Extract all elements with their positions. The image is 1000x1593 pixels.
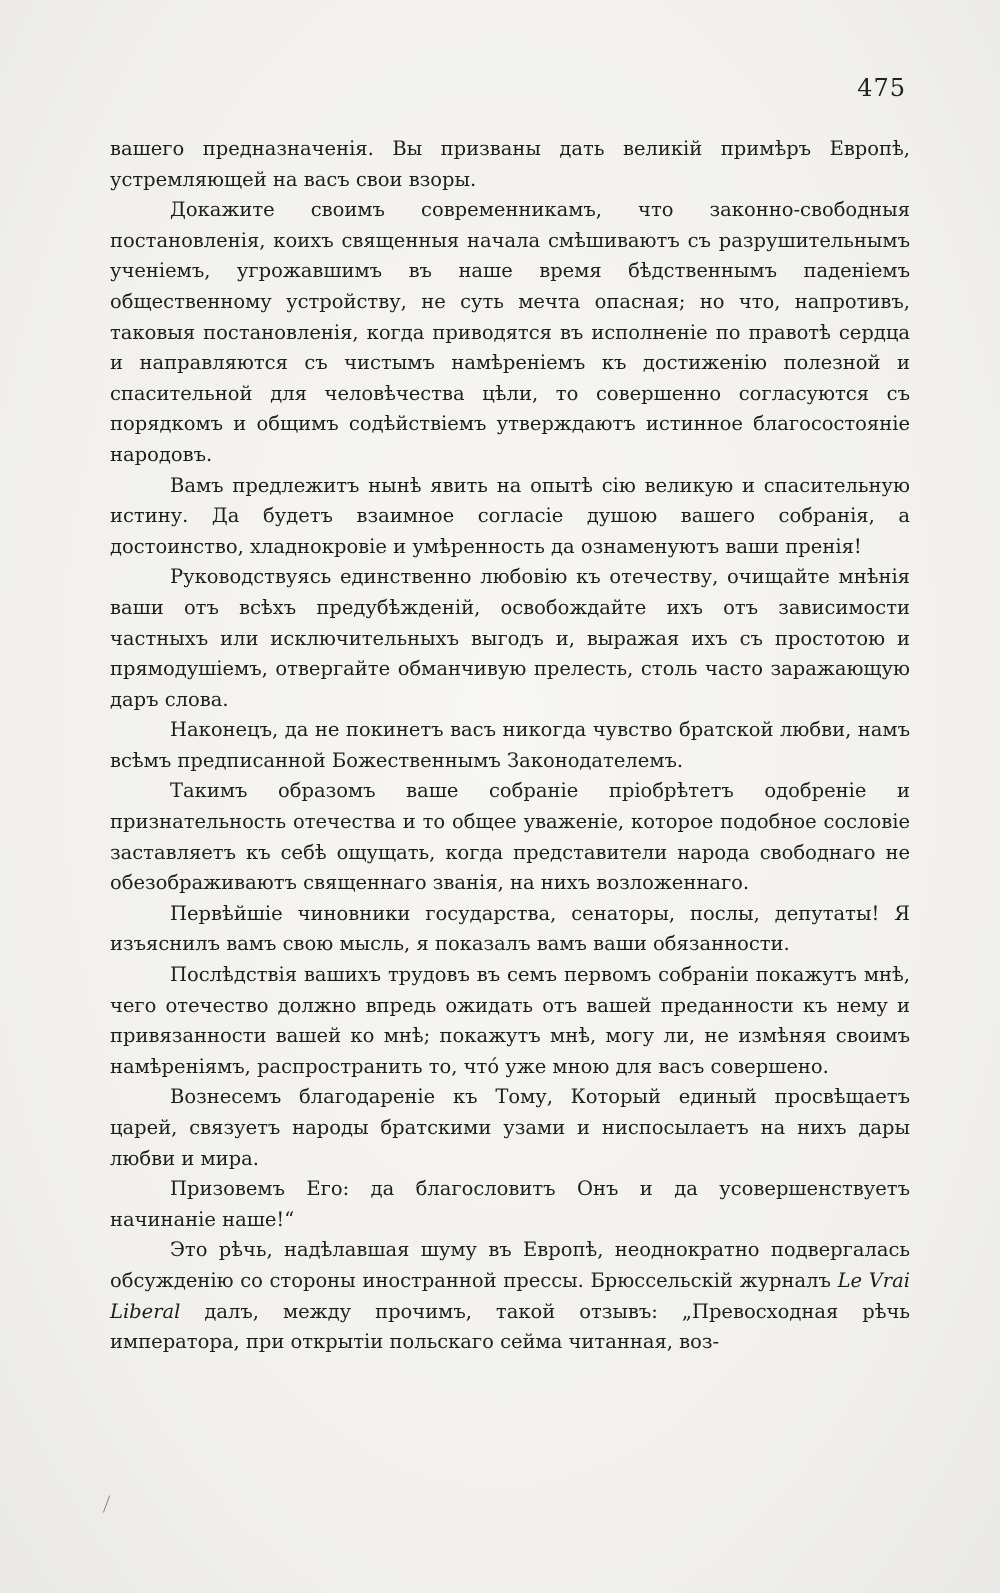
paragraph-4: Руководствуясь единственно любовію къ отечеству, очищайте мнѣнія ваши отъ всѣхъ предубѣжденій, освобождайте ихъ отъ зависимости частныхъ или исключительныхъ выгодъ и, выражая ихъ съ простотою и прямодушіемъ, отвергайте обманчивую прелесть, столь часто заражающую даръ слова. <box>110 565 910 711</box>
page-number: 475 <box>857 74 906 102</box>
paragraph-10: Призовемъ Его: да благословитъ Онъ и да усовершенствуетъ начинаніе наше!“ <box>110 1177 910 1231</box>
closing-text-after: далъ, между прочимъ, такой отзывъ: „Превосходная рѣчь императора, при открытіи польскаго сейма читанная, воз- <box>110 1299 910 1354</box>
stray-pencil-mark <box>103 1495 110 1512</box>
paragraph-6: Такимъ образомъ ваше собраніе пріобрѣтетъ одобреніе и признательность отечества и то общее уваженіе, которое подобное сословіе заставляетъ къ себѣ ощущать, когда представители народа свободнаго не обезображиваютъ священнаго званія, на нихъ возложеннаго. <box>110 779 910 895</box>
closing-paragraph <box>110 1235 910 1357</box>
paragraph-8: Послѣдствія вашихъ трудовъ въ семъ первомъ собраніи покажутъ мнѣ, чего отечество должно впредь ожидать отъ вашей преданности къ нему и привязанности вашей ко мнѣ; покажутъ мнѣ, могу ли, не измѣняя своимъ намѣреніямъ, распространить то, чтó уже мною для васъ совершено. <box>110 963 910 1078</box>
paragraph-2: Докажите своимъ современникамъ, что законно-свободныя постановленія, коихъ священныя начала смѣшиваютъ съ разрушительнымъ ученіемъ, угрожавшимъ въ наше время бѣдственнымъ паденіемъ общественному устройству, не суть мечта опасная; но что, напротивъ, таковыя постановленія, когда приводятся въ исполненіе по правотѣ сердца и направляются съ чистымъ намѣреніемъ къ достиженію полезной и спасительной для человѣчества цѣли, то совершенно согласуются съ порядкомъ и общимъ содѣйствіемъ утверждаютъ истинное благосостояніе народовъ. <box>110 198 910 466</box>
paragraph-5: Наконецъ, да не покинетъ васъ никогда чувство братской любви, намъ всѣмъ предписанной Божественнымъ Законодателемъ. <box>110 718 910 772</box>
paragraph-3: Вамъ предлежитъ нынѣ явить на опытѣ сію великую и спасительную истину. Да будетъ взаимное согласіе душою вашего собранія, а достоинство, хладнокровіе и умѣренность да ознаменуютъ ваши пренія! <box>110 473 910 558</box>
journal-title: Le Vrai Liberal <box>110 1268 910 1323</box>
body-text <box>110 134 910 1358</box>
paragraph-1: вашего предназначенія. Вы призваны дать великій примѣръ Европѣ, устремляющей на васъ свои взоры. <box>110 137 910 191</box>
closing-text-before: Это рѣчь, надѣлавшая шуму въ Европѣ, неоднократно подвергалась обсужденію со стороны иностранной прессы. Брюссельскій журналъ <box>110 1238 910 1292</box>
paragraph-7: Первѣйшіе чиновники государства, сенаторы, послы, депутаты! Я изъяснилъ вамъ свою мысль, я показалъ вамъ ваши обязанности. <box>110 901 910 956</box>
paragraph-9: Вознесемъ благодареніе къ Тому, Который единый просвѣщаетъ царей, связуетъ народы братскими узами и ниспосылаетъ на нихъ дары любви и мира. <box>110 1085 910 1170</box>
